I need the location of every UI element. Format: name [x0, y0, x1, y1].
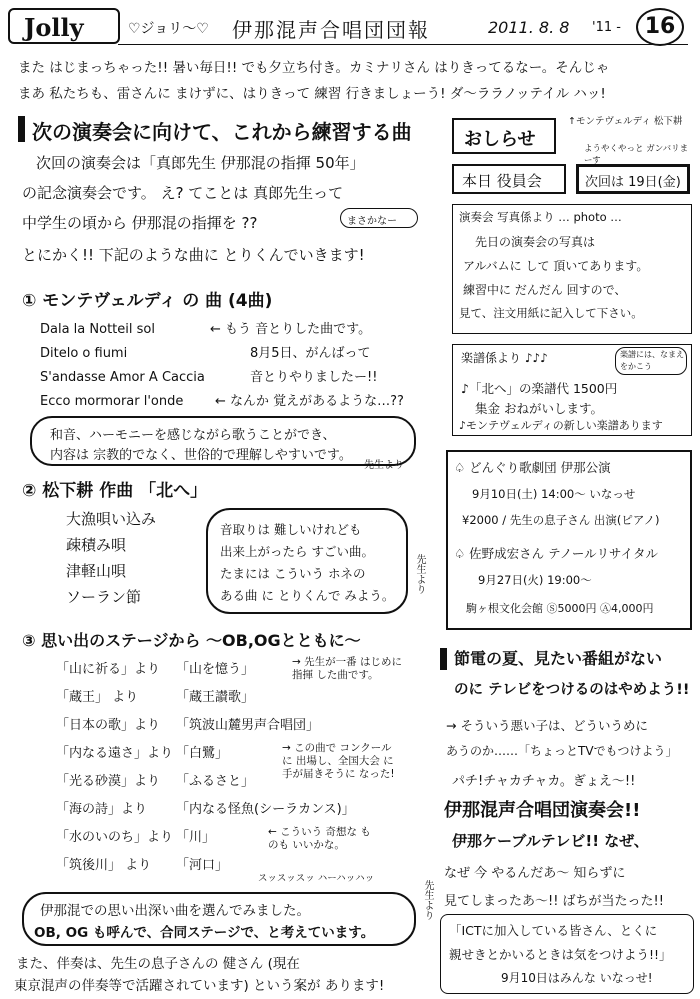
section-2-bubble-line: 音取りは 難しいけれども	[220, 522, 362, 537]
song-item: 疎積み唄	[66, 536, 127, 554]
title-box	[8, 8, 120, 44]
section-3-signature: 先生より	[422, 880, 433, 920]
stage-source: 「日本の歌」より	[56, 718, 161, 733]
stage-song: 「川」	[176, 830, 216, 845]
stage-source: 「蔵王」 より	[56, 690, 139, 705]
section-3-bubble-line-2: OB, OG も呼んで、合同ステージで、と考えています。	[34, 925, 375, 941]
song-item: 大漁唄い込み	[66, 510, 157, 528]
song-item: 津軽山唄	[66, 562, 127, 580]
event-2-line: 9月27日(火) 19:00〜	[478, 573, 592, 587]
stage-source: 「水のいのち」より	[56, 830, 174, 845]
song-note: 音とりやりましたー!!	[250, 370, 378, 385]
stage-row	[56, 826, 436, 854]
newsletter-title: Jolly	[24, 13, 84, 42]
power-big-2: 伊那ケーブルテレビ!! なぜ、	[452, 832, 649, 850]
song-note: ← なんか 覚えがあるような…??	[215, 394, 404, 409]
stage-song: 「蔵王讃歌」	[176, 690, 255, 705]
score-notice-line: ♪モンテヴェルディの新しい楽譜あります	[459, 419, 663, 432]
song-note: ← もう 音とりした曲です。	[210, 322, 372, 337]
footer-line-1: また、伴奏は、先生の息子さんの 健さん (現在	[16, 956, 300, 972]
song-row	[40, 318, 430, 342]
section-1-bubble-line-1: 和音、ハーモニーを感じながら歌うことができ、	[50, 428, 336, 443]
section-2-bubble-line: たまには こういう ホネの	[220, 566, 366, 581]
event-1-line: ¥2000 / 先生の息子さん 出演(ピアノ)	[462, 513, 660, 527]
photo-notice-line: 見て、注文用紙に記入して下さい。	[459, 306, 643, 320]
section-2-bubble-line: 出来上がったら すごい曲。	[220, 544, 374, 559]
score-name-note	[615, 347, 687, 375]
issue-prefix: '11 -	[592, 20, 621, 35]
event-1-line: 9月10日(土) 14:00〜 いなっせ	[472, 487, 636, 501]
song-name: Ecco mormorar l'onde	[40, 394, 184, 409]
stage-note-4: スッスッスッ ハーハッハッ	[258, 873, 375, 884]
section-1-bubble	[30, 416, 416, 466]
intro-para-1: 次回の演奏会は「真郎先生 伊那混の指揮 50年」	[36, 154, 365, 172]
ict-line-2: 親せきとかいるときは気をつけよう!!」	[449, 947, 672, 962]
stage-source: 「山に祈る」より	[56, 662, 161, 677]
main-heading-bar	[18, 116, 25, 142]
score-notice-line: 集金 おねがいします。	[475, 401, 603, 416]
song-row	[40, 366, 430, 390]
event-2-line: 駒ヶ根文化会館 Ⓢ5000円 Ⓐ4,000円	[466, 602, 654, 615]
oshirase-label: おしらせ	[464, 129, 536, 150]
stage-note-2: → この曲で コンクールに 出場し、全国大会 に手が届きそうに なった!	[282, 742, 395, 780]
song-name: S'andasse Amor A Caccia	[40, 370, 205, 385]
ict-line-3: 9月10日はみんな いなっせ!	[501, 971, 653, 985]
ict-box	[440, 914, 694, 994]
stage-row	[56, 854, 436, 882]
stage-source: 「光る砂漠」より	[56, 774, 161, 789]
aside-bubble	[340, 208, 418, 228]
title-reading: ♡ジョリ〜♡	[128, 21, 209, 37]
stage-song: 「内なる怪魚(シーラカンス)」	[176, 802, 355, 817]
song-note: 8月5日、がんばって	[250, 346, 371, 361]
stage-source: 「海の詩」より	[56, 802, 148, 817]
stage-song: 「ふるさと」	[176, 774, 255, 789]
power-line: あうのか……「ちょっとTVでもつけよう」	[446, 744, 678, 758]
intro-para-4: とにかく!! 下記のような曲に とりくんでいきます!	[22, 246, 365, 264]
meeting-label: 本日 役員会	[462, 172, 542, 190]
power-heading-bar	[440, 648, 447, 670]
event-2-title: ♤ 佐野成宏さん テノールリサイタル	[454, 546, 659, 561]
power-big-1: 伊那混声合唱団演奏会!!	[444, 800, 641, 821]
monte-note-2: ようやくやっと ガンバリまーす	[584, 144, 689, 166]
power-line: → そういう悪い子は、どういうめに	[446, 718, 648, 733]
issue-date: 2011. 8. 8	[488, 18, 570, 37]
section-2-bubble	[206, 508, 408, 614]
photo-notice	[452, 204, 692, 334]
song-name: Dala la Notteil sol	[40, 322, 155, 337]
ict-line-1: 「ICTに加入している皆さん、とくに	[449, 923, 658, 938]
section-1-signature: 先生より	[364, 460, 404, 471]
aside-text: まさかなー	[347, 216, 397, 227]
song-name: Ditelo o fiumi	[40, 346, 128, 361]
song-row	[40, 390, 430, 414]
power-heading-2: のに テレビをつけるのはやめよう!!	[454, 682, 690, 698]
main-heading: 次の演奏会に向けて、これから練習する曲	[32, 120, 412, 144]
stage-source: 「筑後川」 より	[56, 858, 152, 873]
intro-line-1: また はじまっちゃった!! 暑い毎日!! でも夕立ち付き。カミナリさん はりきってるなー。そんじゃ	[18, 60, 610, 76]
meeting-box	[452, 164, 566, 194]
stage-song: 「山を憶う」	[176, 662, 255, 677]
stage-source: 「内なる遠さ」より	[56, 746, 174, 761]
intro-line-2: まあ 私たちも、雷さんに まけずに、はりきって 練習 行きましょーう! ダ〜ララノッテイル ハッ!	[18, 86, 606, 102]
footer-line-2: 東京混声の伴奏等で活躍されています) という案が あります!	[14, 978, 385, 994]
section-2-bubble-line: ある曲 に とりくんで みよう。	[220, 588, 395, 603]
intro-para-2: の記念演奏会です。 え? てことは 真郎先生って	[22, 184, 344, 202]
next-meeting-label: 次回は 19日(金)	[585, 175, 681, 190]
stage-song: 「白鷺」	[176, 746, 229, 761]
stage-song: 「筑波山麓男声合唱団」	[176, 718, 320, 733]
events-box	[446, 450, 692, 630]
photo-notice-line: アルバムに して 頂いてあります。	[463, 259, 649, 273]
issue-number: 16	[644, 14, 676, 39]
song-row	[40, 342, 430, 366]
power-line: パチ!チャカチャカ。ぎょえ〜!!	[452, 774, 636, 789]
section-3-bubble-line-1: 伊那混での思い出深い曲を選んでみました。	[40, 903, 310, 919]
stage-row	[56, 686, 436, 714]
header-rule	[118, 44, 688, 45]
section-1-list	[40, 318, 430, 414]
intro-para-3: 中学生の頃から 伊那混の指揮を ??	[22, 214, 258, 232]
issue-number-circle	[636, 8, 684, 46]
score-notice-line: ♪「北へ」の楽譜代 1500円	[461, 381, 618, 396]
newsletter-name: 伊那混声合唱団団報	[232, 18, 430, 42]
section-2-title: ② 松下耕 作曲 「北へ」	[22, 481, 208, 501]
next-meeting-box	[576, 164, 690, 194]
power-line: 見てしまったあ〜!! ばちが当たった!!	[444, 894, 664, 909]
power-line: なぜ 今 やるんだあ〜 知らずに	[444, 866, 626, 881]
section-2-list	[66, 508, 156, 612]
event-1-title: ♤ どんぐり歌劇団 伊那公演	[454, 460, 611, 475]
power-heading-1: 節電の夏、見たい番組がない	[454, 649, 663, 668]
photo-notice-line: 先日の演奏会の写真は	[475, 235, 596, 249]
stage-row	[56, 798, 436, 826]
stage-row	[56, 714, 436, 742]
section-1-bubble-line-2: 内容は 宗教的でなく、世俗的で理解しやすいです。	[50, 448, 352, 463]
section-3-bubble	[22, 892, 416, 946]
section-3-title: ③ 思い出のステージから 〜OB,OGとともに〜	[22, 631, 361, 650]
score-notice	[452, 344, 692, 436]
stage-note-3: ← こういう 奇想な ものも いいかな。	[268, 826, 371, 851]
header	[8, 6, 692, 46]
section-2-signature: 先生より	[414, 554, 425, 594]
section-1-title: ① モンテヴェルディ の 曲 (4曲)	[22, 291, 273, 311]
photo-notice-line: 練習中に だんだん 回すので、	[463, 283, 627, 297]
stage-note-1: → 先生が一番 はじめに指揮 した曲です。	[292, 656, 402, 681]
score-notice-title: 楽譜係より ♪♪♪	[461, 351, 548, 365]
oshirase-box	[452, 118, 556, 154]
photo-notice-title: 演奏会 写真係より … photo …	[459, 210, 622, 224]
score-name-note-text: 楽譜には、なまえをかこう	[620, 350, 684, 371]
monte-note: ↑モンテヴェルディ 松下耕	[568, 116, 683, 127]
stage-song: 「河口」	[176, 858, 229, 873]
song-item: ソーラン節	[66, 588, 142, 606]
